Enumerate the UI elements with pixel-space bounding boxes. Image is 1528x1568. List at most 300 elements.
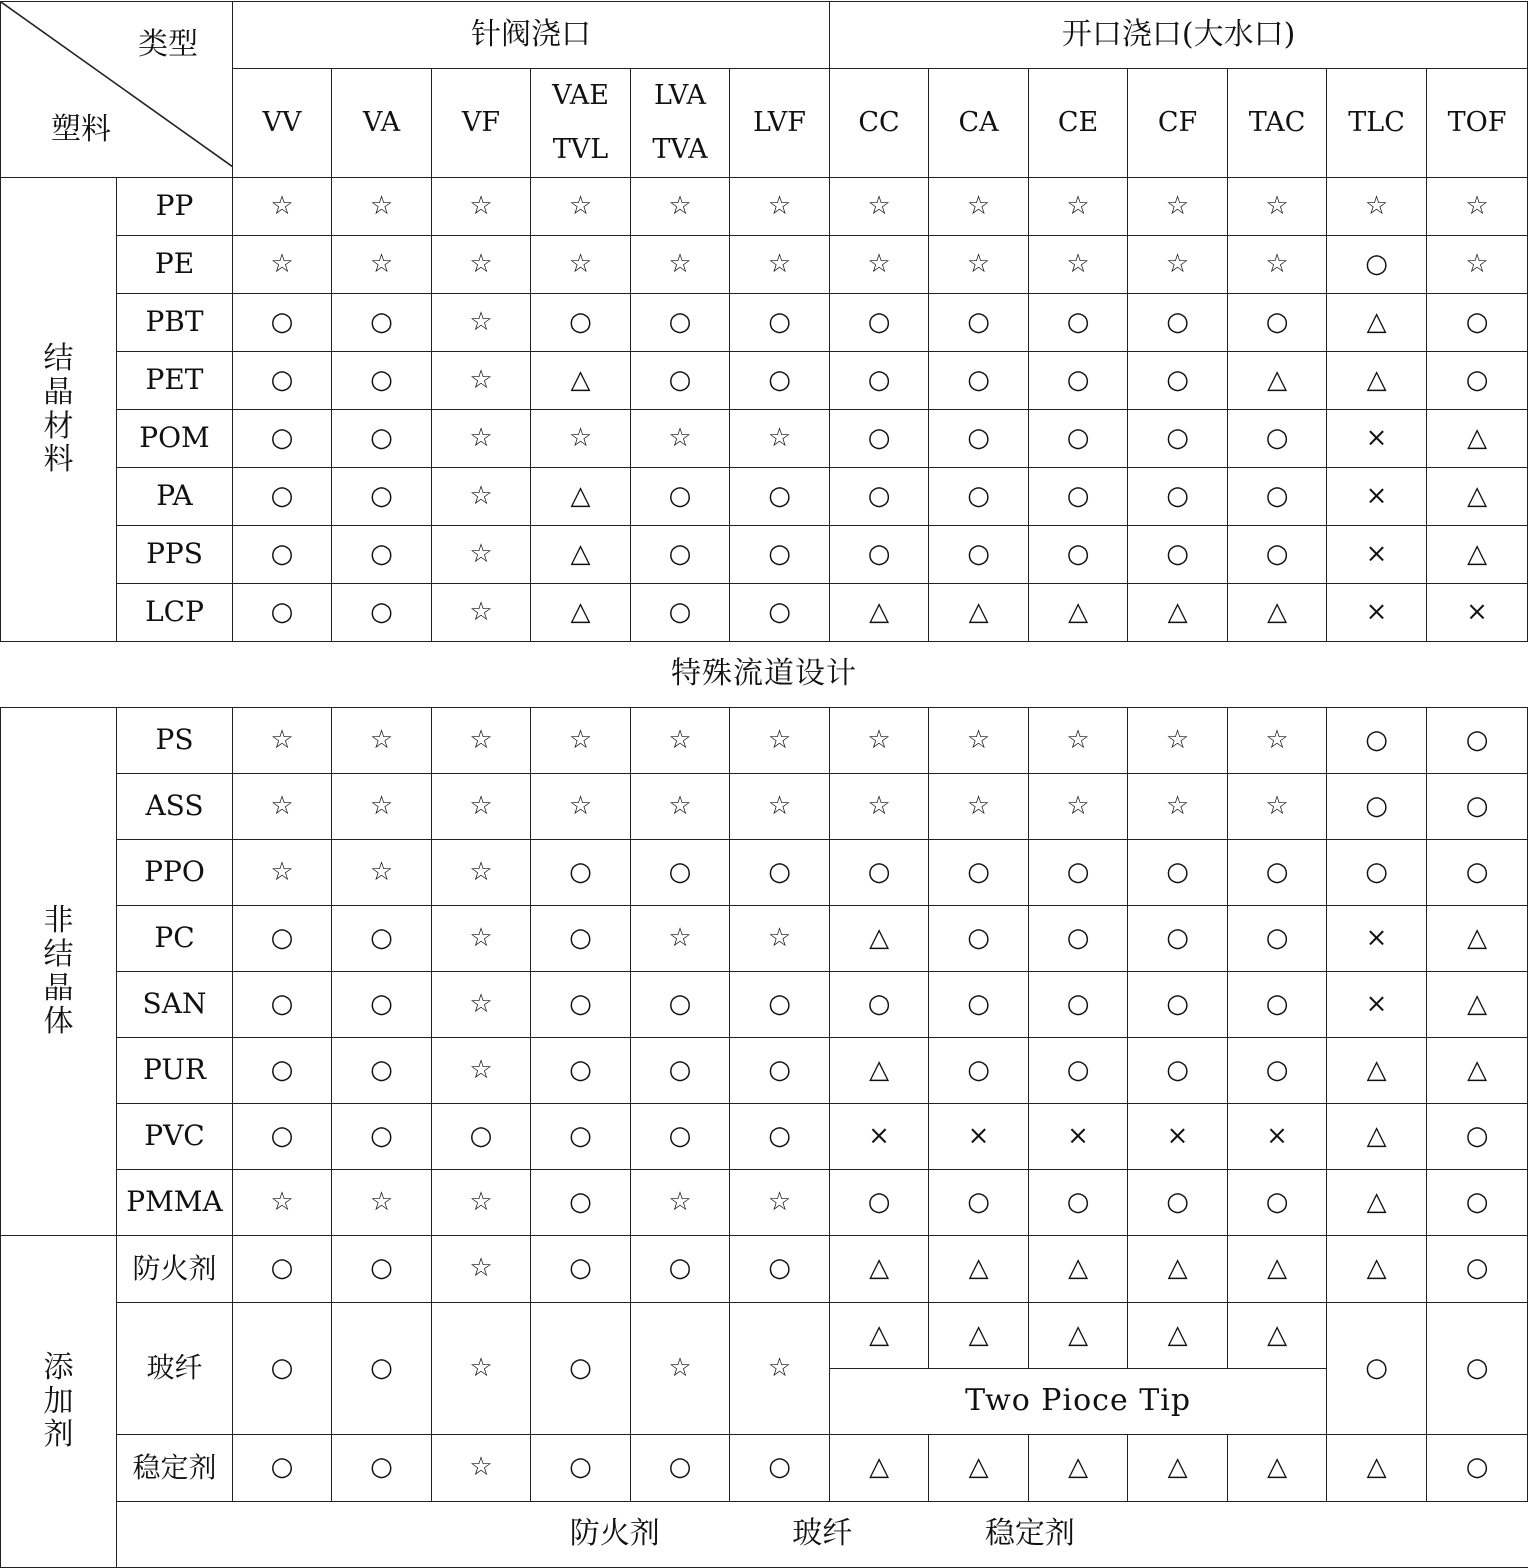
rating-cell: ○ — [830, 294, 929, 352]
material-label: PP — [117, 178, 233, 236]
table-row — [1, 774, 1528, 840]
rating-cell: ○ — [1029, 906, 1128, 972]
rating-cell: △ — [830, 1038, 929, 1104]
rating-cell: ☆ — [233, 1170, 332, 1236]
rating-cell: ☆ — [1228, 708, 1327, 774]
rating-cell: ○ — [631, 1104, 730, 1170]
rating-cell: ○ — [332, 352, 432, 410]
rating-cell: ☆ — [432, 972, 531, 1038]
rating-cell: ☆ — [830, 178, 929, 236]
rating-cell: ○ — [1029, 468, 1128, 526]
rating-cell: ☆ — [631, 236, 730, 294]
rating-cell: ○ — [1427, 294, 1528, 352]
rating-cell: ☆ — [1427, 236, 1528, 294]
rating-cell: ○ — [830, 840, 929, 906]
table-row — [1, 708, 1528, 774]
rating-cell: △ — [1228, 1236, 1327, 1303]
group-open-gate: 开口浇口(大水口) — [830, 2, 1528, 69]
header-row-groups — [1, 2, 1528, 69]
rating-cell: △ — [1128, 1303, 1228, 1369]
rating-cell: △ — [929, 584, 1029, 642]
rating-cell: ○ — [730, 1236, 830, 1303]
rating-cell: ☆ — [233, 236, 332, 294]
rating-cell: ○ — [1029, 972, 1128, 1038]
rating-cell: ☆ — [1427, 178, 1528, 236]
rating-cell: △ — [830, 1435, 929, 1502]
rating-cell: △ — [1327, 1236, 1427, 1303]
rating-cell: ☆ — [1128, 236, 1228, 294]
rating-cell: △ — [1029, 1236, 1128, 1303]
table-row — [1, 584, 1528, 642]
rating-cell: ☆ — [830, 708, 929, 774]
rating-cell: × — [1327, 526, 1427, 584]
rating-cell: △ — [531, 468, 631, 526]
rating-cell: × — [1327, 584, 1427, 642]
rating-cell: ☆ — [432, 352, 531, 410]
rating-cell: ☆ — [730, 178, 830, 236]
rating-cell: ☆ — [432, 708, 531, 774]
rating-cell: ○ — [730, 972, 830, 1038]
col-header-line: TVL — [552, 134, 609, 165]
table-row — [1, 1104, 1528, 1170]
rating-cell: ○ — [830, 526, 929, 584]
rating-cell: ○ — [1228, 906, 1327, 972]
rating-cell: ○ — [531, 294, 631, 352]
rating-cell: ○ — [1427, 1303, 1528, 1435]
rating-cell: ○ — [830, 352, 929, 410]
rating-cell: ☆ — [929, 708, 1029, 774]
rating-cell: × — [929, 1104, 1029, 1170]
gate-material-table — [0, 1, 1528, 1568]
rating-cell: ☆ — [1029, 178, 1128, 236]
rating-cell: ☆ — [233, 840, 332, 906]
rating-cell: ☆ — [929, 236, 1029, 294]
rating-cell: ○ — [1029, 1038, 1128, 1104]
rating-cell: × — [830, 1104, 929, 1170]
footer-additives-names — [117, 1502, 1528, 1568]
rating-cell: ○ — [929, 1038, 1029, 1104]
rating-cell: ○ — [1128, 972, 1228, 1038]
rating-cell: × — [1427, 584, 1528, 642]
header-corner-cell — [1, 2, 233, 178]
rating-cell: ○ — [1029, 526, 1128, 584]
material-label: PS — [117, 708, 233, 774]
col-header: TLC — [1327, 69, 1427, 178]
material-label: 玻纤 — [117, 1303, 233, 1435]
rating-cell: ○ — [332, 1104, 432, 1170]
rating-cell: ☆ — [432, 526, 531, 584]
rating-cell: ○ — [233, 410, 332, 468]
rating-cell: ○ — [1029, 840, 1128, 906]
rating-cell: ○ — [1128, 410, 1228, 468]
rating-cell: × — [1228, 1104, 1327, 1170]
rating-cell: ☆ — [1327, 178, 1427, 236]
rating-cell: ○ — [233, 1236, 332, 1303]
rating-cell: ○ — [1427, 774, 1528, 840]
rating-cell: △ — [1427, 410, 1528, 468]
rating-cell: ☆ — [432, 410, 531, 468]
rating-cell: ☆ — [631, 774, 730, 840]
rating-cell: ☆ — [332, 178, 432, 236]
rating-cell: ☆ — [432, 294, 531, 352]
section-label-additives — [1, 1236, 117, 1568]
rating-cell: △ — [830, 906, 929, 972]
rating-cell: ○ — [1128, 906, 1228, 972]
rating-cell: ☆ — [531, 708, 631, 774]
section-label-text: 结晶材料 — [43, 341, 74, 478]
footer-name: 稳定剂 — [984, 1516, 1075, 1552]
material-label: PUR — [117, 1038, 233, 1104]
rating-cell: ☆ — [631, 1303, 730, 1435]
rating-cell: ○ — [1128, 526, 1228, 584]
rating-cell: ○ — [830, 410, 929, 468]
rating-cell: ○ — [929, 526, 1029, 584]
rating-cell: ○ — [631, 1038, 730, 1104]
rating-cell: △ — [1427, 972, 1528, 1038]
rating-cell: ○ — [730, 526, 830, 584]
special-runner-note: 特殊流道设计 — [1, 642, 1528, 708]
rating-cell: ○ — [531, 1303, 631, 1435]
rating-cell: ○ — [1327, 1303, 1427, 1435]
footer-name: 玻纤 — [792, 1516, 853, 1552]
rating-cell: ○ — [1228, 526, 1327, 584]
rating-cell: ☆ — [332, 708, 432, 774]
material-label: PET — [117, 352, 233, 410]
table-row — [1, 294, 1528, 352]
material-label: POM — [117, 410, 233, 468]
rating-cell: △ — [1029, 1435, 1128, 1502]
col-header: CF — [1128, 69, 1228, 178]
rating-cell: △ — [830, 1303, 929, 1369]
rating-cell: ○ — [631, 1236, 730, 1303]
rating-cell: ○ — [332, 906, 432, 972]
rating-cell: ○ — [1128, 294, 1228, 352]
rating-cell: ○ — [929, 468, 1029, 526]
table-row — [1, 178, 1528, 236]
rating-cell: ☆ — [730, 1303, 830, 1435]
rating-cell: ○ — [1029, 294, 1128, 352]
rating-cell: ☆ — [1228, 236, 1327, 294]
corner-plastic-label: 塑料 — [51, 111, 111, 147]
rating-cell: ○ — [233, 294, 332, 352]
rating-cell: ○ — [332, 294, 432, 352]
rating-cell: ○ — [830, 1170, 929, 1236]
material-label: PPS — [117, 526, 233, 584]
col-header: CA — [929, 69, 1029, 178]
table-row — [1, 1038, 1528, 1104]
rating-cell: × — [1327, 972, 1427, 1038]
rating-cell: ☆ — [432, 774, 531, 840]
rating-cell: △ — [929, 1236, 1029, 1303]
material-label: PE — [117, 236, 233, 294]
rating-cell: × — [1327, 468, 1427, 526]
rating-cell: △ — [1228, 584, 1327, 642]
rating-cell: × — [1128, 1104, 1228, 1170]
rating-cell: ☆ — [432, 1170, 531, 1236]
section-label-amorphous — [1, 708, 117, 1236]
rating-cell: △ — [1327, 1170, 1427, 1236]
material-label: LCP — [117, 584, 233, 642]
rating-cell: ☆ — [432, 584, 531, 642]
rating-cell: △ — [830, 584, 929, 642]
rating-cell: ☆ — [1228, 774, 1327, 840]
rating-cell: ○ — [531, 1038, 631, 1104]
rating-cell: × — [1327, 906, 1427, 972]
rating-cell: ☆ — [432, 178, 531, 236]
rating-cell: ○ — [830, 468, 929, 526]
rating-cell: ○ — [233, 1038, 332, 1104]
group-valve-gate: 针阀浇口 — [233, 2, 830, 69]
rating-cell: ○ — [1128, 352, 1228, 410]
rating-cell: ○ — [531, 1236, 631, 1303]
rating-cell: ○ — [631, 526, 730, 584]
material-label: PC — [117, 906, 233, 972]
rating-cell: ○ — [531, 1170, 631, 1236]
rating-cell: ☆ — [1029, 774, 1128, 840]
col-header — [631, 69, 730, 178]
rating-cell: ☆ — [233, 708, 332, 774]
rating-cell: △ — [1128, 1435, 1228, 1502]
rating-cell: ☆ — [233, 178, 332, 236]
rating-cell: △ — [1427, 526, 1528, 584]
two-piece-tip-note: Two Pioce Tip — [830, 1369, 1327, 1435]
rating-cell: ○ — [1228, 972, 1327, 1038]
col-header: CE — [1029, 69, 1128, 178]
rating-cell: △ — [1228, 1435, 1327, 1502]
section-label-text: 非结晶体 — [43, 903, 74, 1040]
col-header — [531, 69, 631, 178]
table-row — [1, 410, 1528, 468]
material-label: 防火剂 — [117, 1236, 233, 1303]
table-row-fire-retardant — [1, 1236, 1528, 1303]
rating-cell: ○ — [1327, 708, 1427, 774]
rating-cell: ○ — [432, 1104, 531, 1170]
rating-cell: ☆ — [1128, 774, 1228, 840]
rating-cell: ○ — [1029, 352, 1128, 410]
rating-cell: ☆ — [730, 774, 830, 840]
special-runner-row — [1, 642, 1528, 708]
rating-cell: ○ — [929, 1170, 1029, 1236]
rating-cell: ☆ — [830, 236, 929, 294]
table-row — [1, 236, 1528, 294]
rating-cell: △ — [1427, 1038, 1528, 1104]
material-label: PPO — [117, 840, 233, 906]
col-header: VF — [432, 69, 531, 178]
rating-cell: ○ — [233, 526, 332, 584]
rating-cell: ○ — [929, 352, 1029, 410]
rating-cell: ○ — [1128, 1038, 1228, 1104]
rating-cell: ☆ — [730, 410, 830, 468]
col-header: LVF — [730, 69, 830, 178]
rating-cell: ○ — [332, 1236, 432, 1303]
rating-cell: △ — [1427, 906, 1528, 972]
rating-cell: ○ — [631, 1435, 730, 1502]
table-row — [1, 1170, 1528, 1236]
rating-cell: ○ — [631, 468, 730, 526]
rating-cell: ○ — [730, 352, 830, 410]
rating-cell: × — [1327, 410, 1427, 468]
rating-cell: ☆ — [631, 906, 730, 972]
rating-cell: ○ — [730, 1104, 830, 1170]
table-row — [1, 972, 1528, 1038]
rating-cell: ○ — [929, 410, 1029, 468]
rating-cell: ☆ — [1228, 178, 1327, 236]
rating-cell: ○ — [332, 584, 432, 642]
material-label: ASS — [117, 774, 233, 840]
material-label: PVC — [117, 1104, 233, 1170]
crystalline-section — [1, 178, 1528, 642]
rating-cell: ○ — [730, 584, 830, 642]
rating-cell: ○ — [233, 1435, 332, 1502]
rating-cell: ○ — [1327, 774, 1427, 840]
rating-cell: ☆ — [233, 774, 332, 840]
rating-cell: ☆ — [332, 236, 432, 294]
rating-cell: ○ — [531, 1435, 631, 1502]
rating-cell: △ — [1327, 294, 1427, 352]
rating-cell: ○ — [1327, 236, 1427, 294]
rating-cell: ○ — [332, 1038, 432, 1104]
rating-cell: △ — [1427, 468, 1528, 526]
rating-cell: ○ — [233, 1104, 332, 1170]
rating-cell: ☆ — [432, 1435, 531, 1502]
rating-cell: △ — [531, 526, 631, 584]
rating-cell: ○ — [332, 1303, 432, 1435]
rating-cell: ☆ — [432, 236, 531, 294]
rating-cell: ☆ — [531, 178, 631, 236]
rating-cell: △ — [531, 584, 631, 642]
rating-cell: ○ — [830, 972, 929, 1038]
rating-cell: ○ — [1128, 840, 1228, 906]
table-row — [1, 352, 1528, 410]
table-row — [1, 526, 1528, 584]
table-row-glass-fiber — [1, 1303, 1528, 1369]
rating-cell: △ — [929, 1303, 1029, 1369]
rating-cell: ☆ — [631, 410, 730, 468]
rating-cell: ○ — [631, 352, 730, 410]
col-header: CC — [830, 69, 929, 178]
rating-cell: ○ — [1427, 1435, 1528, 1502]
rating-cell: ☆ — [332, 774, 432, 840]
rating-cell: ○ — [531, 906, 631, 972]
col-header: TAC — [1228, 69, 1327, 178]
rating-cell: ○ — [233, 906, 332, 972]
col-header: VA — [332, 69, 432, 178]
rating-cell: ○ — [730, 1435, 830, 1502]
rating-cell: ○ — [332, 410, 432, 468]
rating-cell: ☆ — [631, 178, 730, 236]
rating-cell: ☆ — [531, 410, 631, 468]
rating-cell: ☆ — [929, 178, 1029, 236]
amorphous-section — [1, 708, 1528, 1236]
rating-cell: ○ — [730, 1038, 830, 1104]
rating-cell: ○ — [1029, 410, 1128, 468]
rating-cell: ☆ — [631, 708, 730, 774]
rating-cell: ○ — [233, 584, 332, 642]
corner-type-label: 类型 — [138, 27, 198, 62]
rating-cell: ○ — [730, 468, 830, 526]
rating-cell: ○ — [233, 468, 332, 526]
rating-cell: △ — [929, 1435, 1029, 1502]
rating-cell: ○ — [631, 584, 730, 642]
rating-cell: ☆ — [1029, 236, 1128, 294]
col-header-line: VAE — [552, 80, 609, 111]
table-row — [1, 468, 1528, 526]
table-row — [1, 906, 1528, 972]
rating-cell: ○ — [1427, 1236, 1528, 1303]
rating-cell: ○ — [631, 840, 730, 906]
rating-cell: ☆ — [332, 840, 432, 906]
rating-cell: ○ — [1228, 468, 1327, 526]
rating-cell: ○ — [730, 294, 830, 352]
rating-cell: ○ — [1327, 840, 1427, 906]
footer-row — [1, 1502, 1528, 1568]
rating-cell: ○ — [332, 1435, 432, 1502]
rating-cell: ☆ — [730, 236, 830, 294]
rating-cell: △ — [1327, 1435, 1427, 1502]
rating-cell: ○ — [531, 840, 631, 906]
rating-cell: ☆ — [1128, 178, 1228, 236]
rating-cell: ☆ — [531, 774, 631, 840]
rating-cell: ○ — [1427, 352, 1528, 410]
col-header-line: TVA — [652, 134, 708, 165]
rating-cell: ○ — [1427, 1170, 1528, 1236]
rating-cell: ○ — [233, 1303, 332, 1435]
rating-cell: ☆ — [432, 906, 531, 972]
rating-cell: ○ — [929, 294, 1029, 352]
rating-cell: ○ — [730, 840, 830, 906]
rating-cell: ☆ — [432, 468, 531, 526]
rating-cell: ○ — [631, 972, 730, 1038]
rating-cell: ○ — [1128, 468, 1228, 526]
rating-cell: ○ — [1228, 410, 1327, 468]
rating-cell: ○ — [233, 352, 332, 410]
rating-cell: ○ — [929, 840, 1029, 906]
rating-cell: ☆ — [531, 236, 631, 294]
rating-cell: ○ — [233, 972, 332, 1038]
footer-name: 防火剂 — [569, 1516, 660, 1552]
rating-cell: ☆ — [432, 1236, 531, 1303]
rating-cell: ☆ — [730, 1170, 830, 1236]
table-row-stabilizer — [1, 1435, 1528, 1502]
rating-cell: ○ — [1029, 1170, 1128, 1236]
rating-cell: ○ — [1228, 840, 1327, 906]
rating-cell: ☆ — [830, 774, 929, 840]
rating-cell: ○ — [1228, 1038, 1327, 1104]
rating-cell: ☆ — [332, 1170, 432, 1236]
table-row — [1, 840, 1528, 906]
rating-cell: ☆ — [432, 840, 531, 906]
rating-cell: △ — [830, 1236, 929, 1303]
rating-cell: ○ — [531, 972, 631, 1038]
rating-cell: ○ — [1427, 708, 1528, 774]
rating-cell: ☆ — [730, 906, 830, 972]
rating-cell: ☆ — [1128, 708, 1228, 774]
rating-cell: ○ — [1427, 840, 1528, 906]
rating-cell: ○ — [332, 526, 432, 584]
material-label: PMMA — [117, 1170, 233, 1236]
material-label: PBT — [117, 294, 233, 352]
rating-cell: ○ — [631, 294, 730, 352]
rating-cell: △ — [1327, 1104, 1427, 1170]
rating-cell: △ — [1128, 584, 1228, 642]
material-label: 稳定剂 — [117, 1435, 233, 1502]
rating-cell: ☆ — [432, 1303, 531, 1435]
rating-cell: ○ — [332, 468, 432, 526]
col-header: TOF — [1427, 69, 1528, 178]
rating-cell: ○ — [1427, 1104, 1528, 1170]
rating-cell: △ — [1128, 1236, 1228, 1303]
rating-cell: △ — [1327, 1038, 1427, 1104]
